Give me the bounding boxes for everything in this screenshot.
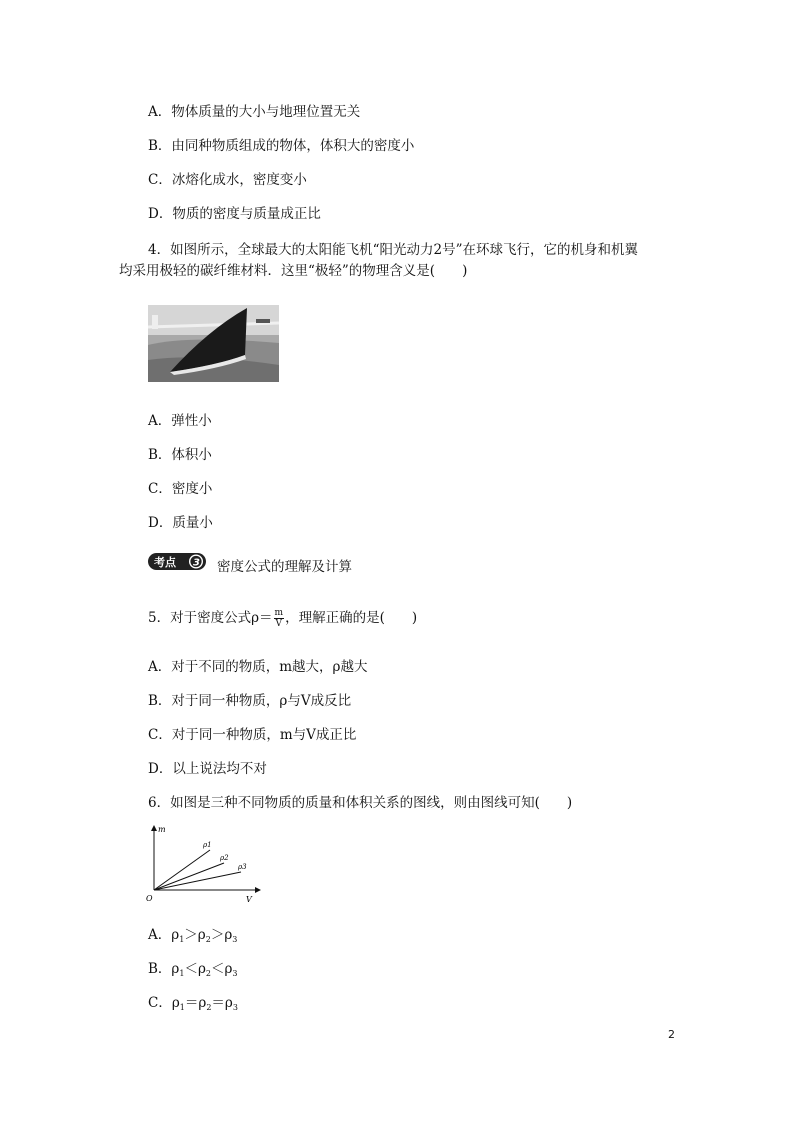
origin-label: O bbox=[146, 894, 153, 903]
section-badge-label: 考点 bbox=[154, 556, 176, 569]
option-label: B． bbox=[148, 961, 172, 977]
q5-stem bbox=[148, 606, 417, 629]
rho-symbol: ρ bbox=[224, 995, 233, 1011]
comparison-operator: ＞ bbox=[184, 927, 198, 943]
mass-volume-graph bbox=[144, 822, 264, 904]
q6-option-b bbox=[148, 957, 238, 978]
rho-symbol: ρ bbox=[171, 961, 180, 977]
rho-symbol: ρ bbox=[224, 961, 233, 977]
solar-plane-photo bbox=[148, 305, 279, 382]
subscript: 3 bbox=[232, 1003, 238, 1012]
y-axis-label: m bbox=[158, 825, 166, 834]
comparison-operator: ＝ bbox=[211, 995, 225, 1011]
option-label: C． bbox=[148, 995, 172, 1011]
fraction-denominator: V bbox=[275, 619, 283, 629]
q5-option-c: C．对于同一种物质，m与V成正比 bbox=[148, 727, 357, 743]
subscript: 2 bbox=[206, 1003, 212, 1012]
section-title: 密度公式的理解及计算 bbox=[217, 559, 352, 575]
page-number: 2 bbox=[668, 1028, 675, 1041]
subscript: 1 bbox=[179, 969, 185, 978]
subscript: 2 bbox=[205, 935, 211, 944]
q4-option-a: A．弹性小 bbox=[148, 413, 212, 429]
density-fraction bbox=[274, 608, 285, 629]
q4-option-b: B．体积小 bbox=[148, 447, 212, 463]
section-badge bbox=[148, 553, 206, 570]
comparison-operator: ＜ bbox=[210, 961, 225, 977]
q6-option-a bbox=[148, 923, 237, 944]
line-label-rho2: ρ2 bbox=[220, 854, 229, 862]
subscript: 3 bbox=[232, 969, 238, 978]
q4-option-d: D．质量小 bbox=[148, 515, 213, 531]
subscript: 3 bbox=[232, 935, 238, 944]
q3-option-b: B．由同种物质组成的物体，体积大的密度小 bbox=[148, 138, 415, 154]
q6-option-c bbox=[148, 991, 238, 1012]
x-axis-label: V bbox=[246, 895, 252, 904]
q3-option-d: D．物质的密度与质量成正比 bbox=[148, 206, 321, 222]
line-rho2 bbox=[154, 863, 224, 890]
q4-stem-line1: 4．如图所示，全球最大的太阳能飞机“阳光动力2号”在环球飞行，它的机身和机翼 bbox=[148, 242, 638, 258]
rho-symbol: ρ bbox=[224, 927, 233, 943]
q5-option-d: D．以上说法均不对 bbox=[148, 761, 267, 777]
line-label-rho3: ρ3 bbox=[238, 863, 247, 871]
comparison-operator: ＞ bbox=[210, 927, 225, 943]
subscript: 1 bbox=[179, 935, 185, 944]
q5-option-b: B．对于同一种物质，ρ与V成反比 bbox=[148, 693, 352, 709]
rho-symbol: ρ bbox=[197, 961, 206, 977]
q5-option-a: A．对于不同的物质，m越大，ρ越大 bbox=[148, 659, 368, 675]
q6-stem: 6．如图是三种不同物质的质量和体积关系的图线，则由图线可知( ) bbox=[148, 795, 573, 811]
comparison-operator: ＜ bbox=[184, 961, 198, 977]
subscript: 1 bbox=[179, 1003, 185, 1012]
q5-stem-suffix: ，理解正确的是( ) bbox=[285, 610, 418, 626]
q3-option-a: A．物体质量的大小与地理位置无关 bbox=[148, 104, 361, 120]
q3-option-c: C．冰熔化成水，密度变小 bbox=[148, 172, 307, 188]
rho-symbol: ρ bbox=[198, 995, 207, 1011]
subscript: 2 bbox=[205, 969, 211, 978]
q4-option-c: C．密度小 bbox=[148, 481, 213, 497]
line-label-rho1: ρ1 bbox=[203, 841, 212, 849]
section-badge-number: 3 bbox=[193, 557, 200, 569]
rho-symbol: ρ bbox=[171, 927, 180, 943]
q5-stem-prefix: 5．对于密度公式ρ＝ bbox=[148, 610, 273, 626]
rho-symbol: ρ bbox=[171, 995, 180, 1011]
rho-symbol: ρ bbox=[197, 927, 206, 943]
fraction-numerator: m bbox=[274, 608, 284, 618]
option-label: A． bbox=[148, 927, 172, 943]
comparison-operator: ＝ bbox=[184, 995, 199, 1011]
q4-stem-line2: 均采用极轻的碳纤维材料．这里“极轻”的物理含义是( ) bbox=[119, 263, 468, 279]
